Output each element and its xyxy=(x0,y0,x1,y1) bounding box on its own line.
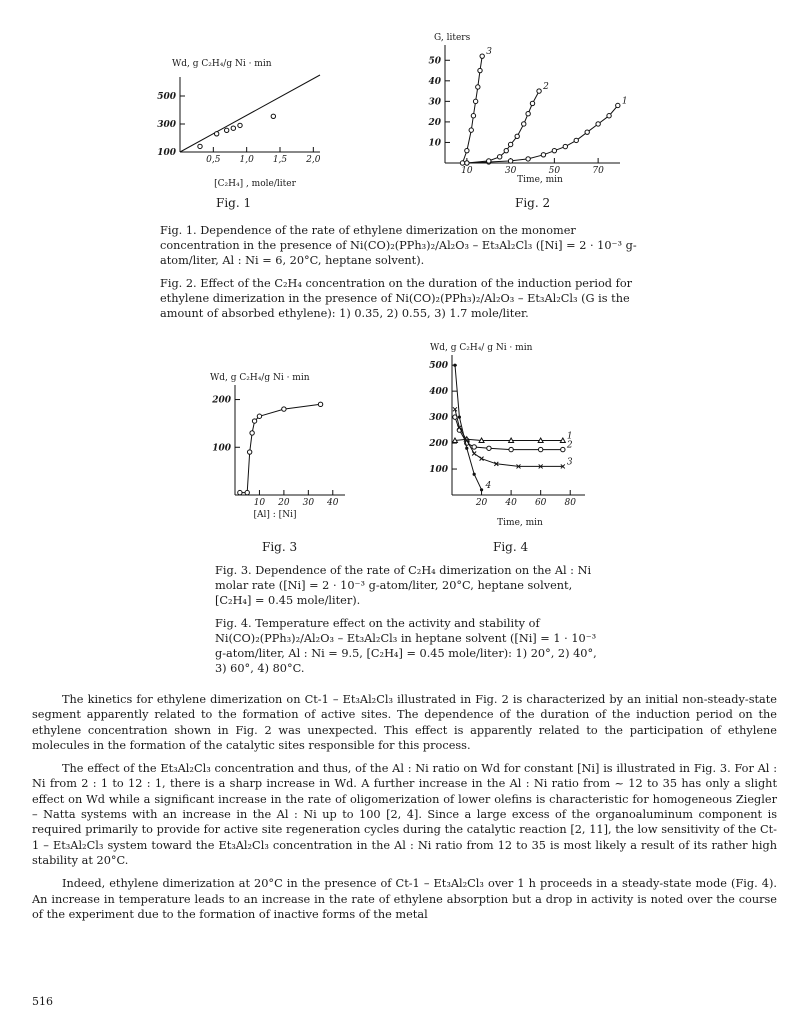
data-point xyxy=(247,450,251,454)
data-point xyxy=(250,431,254,435)
data-point xyxy=(537,89,541,93)
y-axis-label: G, liters xyxy=(434,33,471,43)
data-point xyxy=(480,54,484,58)
x-tick-label: 80 xyxy=(564,498,576,508)
x-tick-label: 2,0 xyxy=(306,155,321,165)
y-tick-label: 10 xyxy=(428,138,441,149)
caption-fig2: Fig. 2. Effect of the C₂H₄ concentration on the duration of the induction period for ethylene dimerization in the presence of Ni(CO)₂(PPh₃)₂/Al₂O₃ – Et₃Al₂Cl₃ (G is the amount of absorbed ethylene): 1) 0.35, 2) 0.55, 3) 1.7 mole/liter. xyxy=(160,277,633,320)
data-point xyxy=(473,99,477,103)
data-point xyxy=(509,447,513,451)
data-point xyxy=(214,132,218,136)
series-label: 3 xyxy=(566,457,573,468)
body-text xyxy=(32,692,777,930)
caption-fig4: Fig. 4. Temperature effect on the activity and stability of Ni(CO)₂(PPh₃)₂/Al₂O₃ – Et₃Al₂Cl₃ in heptane solvent ([Ni] = 1 · 10⁻³ g-atom/liter, Al : Ni = 9.5, [C₂H₄] = 0.45 mole/liter): 1) 20°, 2) 40°, 3) 60°, 4) 80°C. xyxy=(215,617,597,675)
caption-fig1: Fig. 1. Dependence of the rate of ethylene dimerization on the monomer concentration in the presence of Ni(CO)₂(PPh₃)₂/Al₂O₃ – Et₃Al₂Cl₃ ([Ni] = 2 · 10⁻³ g-atom/liter, Al : Ni = 6, 20°C, heptane solvent). xyxy=(160,224,637,267)
data-point xyxy=(473,473,476,476)
x-tick-label: 30 xyxy=(302,498,315,508)
data-point xyxy=(472,451,476,455)
data-point xyxy=(480,488,483,491)
y-tick-label: 100 xyxy=(212,443,231,454)
data-point xyxy=(224,128,228,132)
y-tick-label: 100 xyxy=(157,148,176,158)
data-point xyxy=(552,148,556,152)
data-point xyxy=(563,144,567,148)
caption-fig3-fig4 xyxy=(215,563,610,684)
data-point xyxy=(487,159,491,163)
data-point xyxy=(282,407,286,411)
data-point xyxy=(607,114,611,118)
figure-1 xyxy=(150,40,350,190)
data-point xyxy=(469,128,473,132)
x-tick-label: 20 xyxy=(278,498,290,508)
data-point xyxy=(472,445,476,449)
data-point xyxy=(231,126,235,130)
data-point xyxy=(487,446,491,450)
y-tick-label: 100 xyxy=(429,465,448,476)
series-label: 4 xyxy=(485,480,492,491)
data-point xyxy=(508,142,512,146)
data-point xyxy=(561,447,565,451)
y-tick-label: 400 xyxy=(429,387,448,398)
y-tick-label: 300 xyxy=(157,120,176,130)
data-point xyxy=(585,130,589,134)
data-point xyxy=(198,144,202,148)
data-point xyxy=(596,122,600,126)
fig3-label: Fig. 3 xyxy=(262,540,298,554)
x-axis-label: [Al] : [Ni] xyxy=(253,510,297,520)
data-point xyxy=(526,111,530,115)
series-line-3 xyxy=(455,409,563,466)
y-axis-label: Wd, g C₂H₄/g Ni · min xyxy=(172,59,272,69)
x-tick-label: 10 xyxy=(253,498,266,508)
x-tick-label: 70 xyxy=(592,166,604,176)
y-tick-label: 20 xyxy=(428,117,441,128)
x-tick-label: 40 xyxy=(327,498,339,508)
data-point xyxy=(458,416,461,419)
fig1-label: Fig. 1 xyxy=(216,196,252,210)
data-point xyxy=(453,364,456,367)
y-tick-label: 200 xyxy=(429,439,448,450)
data-point xyxy=(515,134,519,138)
paragraph-2: The effect of the Et₃Al₂Cl₃ concentration and thus, of the Al : Ni ratio on Wd for constant [Ni] is illustrated in Fig. 3. For Al : Ni from 2 : 1 to 12 : 1, there is a sharp increase in Wd. A further increase in the Al : Ni ratio from ~ 12 to 35 has only a slight effect on Wd while a significant increase in the rate of oligomerization of lower olefins is characteristic for homogeneous Ziegler – Natta systems with an increase in the Al : Ni up to 100 [2, 4]. Since a large excess of the organoaluminum component is required primarily to provide for active site regeneration cycles during the catalytic reaction [2, 11], the low sensitivity of the Ct-1 – Et₃Al₂Cl₃ system toward the Et₃Al₂Cl₃ concentration in the Al : Ni ratio from 12 to 35 is most likely a result of its rather high stability at 20°C. xyxy=(32,762,777,867)
data-point xyxy=(509,438,514,443)
x-tick-label: 10 xyxy=(461,166,473,176)
series-label: 2 xyxy=(543,82,549,93)
data-point xyxy=(497,155,501,159)
paragraph-3: Indeed, ethylene dimerization at 20°C in the presence of Ct-1 – Et₃Al₂Cl₃ over 1 h proceeds in a steady-state mode (Fig. 4). An increase in temperature leads to an increase in the rate of ethylene absorption but a drop in activity is noted over the course of the experiment due to the formation of inactive forms of the metal xyxy=(32,877,777,921)
data-point xyxy=(245,490,249,494)
data-point xyxy=(508,159,512,163)
x-axis-label: [C₂H₄] , mole/liter xyxy=(214,179,296,189)
x-tick-label: 40 xyxy=(505,498,517,508)
x-axis-label: Time, min xyxy=(517,175,563,185)
y-axis-label: Wd, g C₂H₄/ g Ni · min xyxy=(430,343,533,353)
y-tick-label: 300 xyxy=(429,413,448,424)
series-label: 1 xyxy=(566,431,573,442)
x-tick-label: 1,5 xyxy=(272,155,288,165)
data-point xyxy=(465,148,469,152)
fig2-label: Fig. 2 xyxy=(515,196,551,210)
x-tick-label: 50 xyxy=(548,166,561,176)
fig4-chart xyxy=(420,340,590,530)
data-point xyxy=(616,103,620,107)
fig2-chart xyxy=(420,30,640,190)
y-tick-label: 200 xyxy=(212,395,231,406)
caption-fig1-fig2 xyxy=(160,223,640,329)
data-point xyxy=(522,122,526,126)
y-tick-label: 50 xyxy=(428,56,441,67)
data-point xyxy=(560,438,565,443)
data-point xyxy=(271,114,275,118)
series-line-2 xyxy=(455,417,563,450)
x-axis-label: Time, min xyxy=(497,518,543,528)
data-point xyxy=(252,419,256,423)
fig3-chart xyxy=(200,365,360,525)
data-point xyxy=(257,414,261,418)
data-point xyxy=(476,85,480,89)
series-line-1 xyxy=(455,439,563,440)
data-point xyxy=(471,114,475,118)
data-point xyxy=(465,161,469,165)
data-point xyxy=(504,148,508,152)
data-point xyxy=(478,68,482,72)
data-point xyxy=(538,447,542,451)
data-point xyxy=(530,101,534,105)
data-point xyxy=(460,161,464,165)
x-tick-label: 60 xyxy=(534,498,547,508)
data-point xyxy=(574,138,578,142)
y-tick-label: 40 xyxy=(428,76,441,87)
series-label: 3 xyxy=(486,47,492,58)
y-tick-label: 30 xyxy=(428,97,441,108)
data-point xyxy=(541,153,545,157)
data-point xyxy=(465,447,468,450)
figure-4 xyxy=(420,340,590,530)
fig4-label: Fig. 4 xyxy=(493,540,529,554)
x-tick-label: 30 xyxy=(504,166,517,176)
data-point xyxy=(452,438,457,443)
y-axis-label: Wd, g C₂H₄/g Ni · min xyxy=(210,373,310,383)
series-label: 1 xyxy=(621,96,628,107)
data-point xyxy=(238,123,242,127)
y-tick-label: 500 xyxy=(157,92,176,102)
figure-3 xyxy=(200,365,360,525)
x-tick-label: 0,5 xyxy=(206,155,221,165)
data-point xyxy=(538,438,543,443)
series-line-0 xyxy=(240,404,321,492)
x-tick-label: 1,0 xyxy=(239,155,254,165)
data-point xyxy=(526,157,530,161)
series-label: 2 xyxy=(566,440,573,451)
data-point xyxy=(479,438,484,443)
figure-2 xyxy=(420,30,640,190)
paragraph-1: The kinetics for ethylene dimerization on Ct-1 – Et₃Al₂Cl₃ illustrated in Fig. 2 is characterized by an initial non-steady-state segment apparently related to the formation of active sites. The dependence of the duration of the induction period on the ethylene concentration shown in Fig. 2 was unexpected. This effect is apparently related to the participation of ethylene molecules in the formation of the catalytic sites responsible for this process. xyxy=(32,693,777,752)
fit-line xyxy=(180,75,320,152)
caption-fig3: Fig. 3. Dependence of the rate of C₂H₄ dimerization on the Al : Ni molar rate ([Ni] = 2 · 10⁻³ g-atom/liter, 20°C, heptane solvent, [C₂H₄] = 0.45 mole/liter). xyxy=(215,564,592,607)
data-point xyxy=(318,402,322,406)
y-tick-label: 500 xyxy=(429,361,448,372)
fig1-chart xyxy=(150,40,350,190)
x-tick-label: 20 xyxy=(475,498,488,508)
page-number: 516 xyxy=(32,995,53,1008)
data-point xyxy=(238,490,242,494)
